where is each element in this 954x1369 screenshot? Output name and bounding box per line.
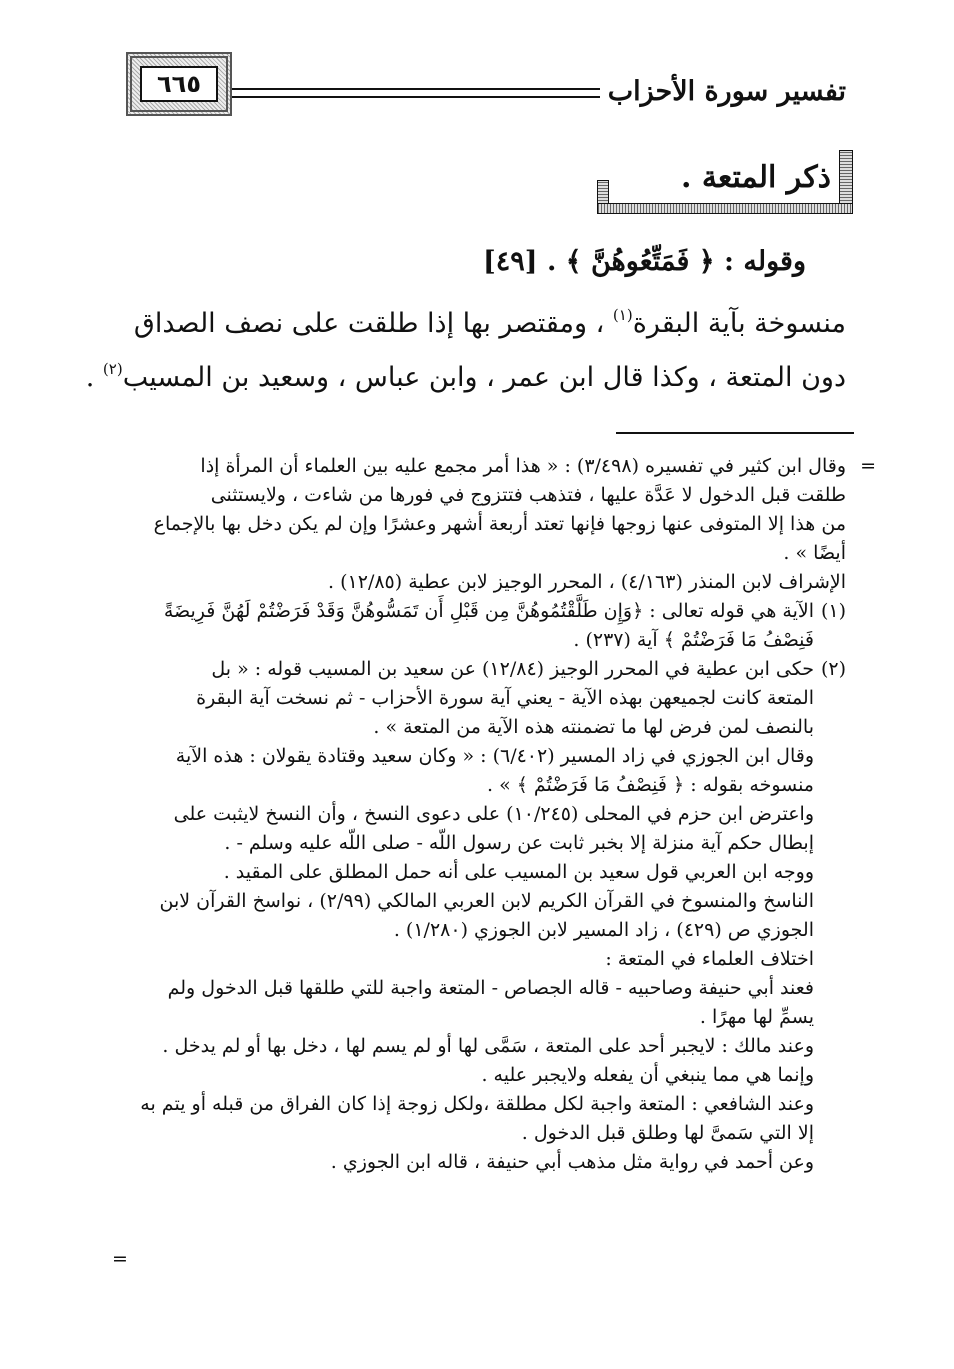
footnote-line: ووجه ابن العربي قول سعيد بن المسيب على أنه حمل المطلق على المقيد . <box>223 861 814 883</box>
body-text: منسوخة بآية البقرة <box>632 308 846 339</box>
section-heading: ذكر المتعة . <box>681 160 831 195</box>
footnote-line: بالنصف لمن فرض لها ما تضمنته هذه الآية من المتعة » . <box>373 716 814 738</box>
footnote-ref-2: (٢) <box>102 360 123 378</box>
body-line-2 <box>86 360 846 393</box>
body-text: دون المتعة ، وكذا قال ابن عمر ، وابن عباس ، وسعيد بن المسيب <box>122 362 846 393</box>
footnote-number: (٢) <box>820 658 846 680</box>
footnotes <box>106 452 876 1177</box>
header-rule <box>232 88 600 98</box>
footnote-separator <box>616 432 854 434</box>
footnote-line: منسوخه بقوله : ﴿ فَنِصْفُ مَا فَرَضْتُمْ ﴾ » . <box>487 774 814 796</box>
footnote-line: يسمِّ لها مهرًا . <box>699 1006 814 1028</box>
footnote-ref-1: (١) <box>612 306 633 324</box>
body-text: . <box>85 362 103 393</box>
verse-citation: وقوله : ﴿ فَمَتِّعُوهُنَّ ﴾ . [٤٩] <box>482 246 806 277</box>
continuation-marker: = <box>112 1248 128 1270</box>
footnote-line: الناسخ والمنسوخ في القرآن الكريم لابن العربي المالكي (٢/٩٩) ، نواسخ القرآن لابن <box>159 890 814 912</box>
footnote-line: اختلاف العلماء في المتعة : <box>605 948 814 970</box>
continuation-marker: = <box>860 455 876 477</box>
page-number-frame <box>126 52 232 116</box>
footnote-line: وقال ابن الجوزي في زاد المسير (٦/٤٠٢) : « وكان سعيد وقتادة يقولان : هذه الآية <box>175 745 814 767</box>
footnote-line: = وقال ابن كثير في تفسيره (٣/٤٩٨) : « هذا أمر مجمع عليه بين العلماء أن المرأة إذا <box>106 452 846 481</box>
footnote-line: وعند مالك : لايجبر أحد على المتعة ، سَمَّى لها أو لم يسم لها ، دخل بها أو لم يدخل . <box>162 1035 814 1057</box>
footnote-line: من هذا إلا المتوفى عنها زوجها فإنها تعتد أربعة أشهر وعشرًا وإن لم يكن دخل بها بالإجماع <box>153 513 846 535</box>
page-number-box <box>140 66 218 102</box>
heading-frame-bottom <box>597 203 853 214</box>
footnote-number: (١) <box>820 600 846 622</box>
footnote-line: إلا التي سَمىَّ لها وطلق قبل الدخول . <box>521 1122 814 1144</box>
footnote-line: واعترض ابن حزم في المحلى (١٠/٢٤٥) على دعوى النسخ ، وأن النسخ لايثبت على <box>173 803 814 825</box>
footnote-line: فعند أبي حنيفة وصاحبيه - قاله الجصاص - المتعة واجبة للتي طلقها قبل الدخول ولم <box>167 977 814 999</box>
footnote-line: الإشراف لابن المنذر (٤/١٦٣) ، المحرر الوجيز لابن عطية (١٢/٨٥) . <box>328 571 846 593</box>
body-line-1 <box>134 306 846 339</box>
running-title: تفسير سورة الأحزاب <box>607 76 846 107</box>
footnote-line: وعن أحمد في رواية مثل مذهب أبي حنيفة ، قاله ابن الجوزي . <box>330 1151 814 1173</box>
section-heading-box <box>597 150 853 214</box>
footnote-line: وإنما هي مما ينبغي أن يفعله ولايجبر عليه . <box>481 1064 814 1086</box>
footnote-line: وعند الشافعي : المتعة واجبة لكل مطلقة ،ولكل زوجة إذا كان الفراق من قبله أو يتم به <box>140 1093 814 1115</box>
footnote-line: أيضًا » . <box>783 542 846 564</box>
footnote-2: (٢) حكى ابن عطية في المحرر الوجيز (١٢/٨٤) عن سعيد بن المسيب قوله : « بل <box>106 655 846 684</box>
footnote-line: إبطال حكم آية منزلة إلا بخبر ثابت عن رسول اللّه - صلى اللّه عليه وسلم - . <box>224 832 814 854</box>
footnote-line: فَنِصْفُ مَا فَرَضْتُمْ ﴾ آية (٢٣٧) . <box>573 629 814 651</box>
footnote-line: الجوزي ص (٤٢٩) ، زاد المسير لابن الجوزي (١/٢٨٠) . <box>393 919 814 941</box>
footnote-1: (١) الآية هي قوله تعالى : ﴿وَإِن طَلَّقْتُمُوهُنَّ مِن قَبْلِ أَن تَمَسُّوهُنَّ وَقَدْ فَرَضْتُمْ لَهُنَّ فَرِيضَةً <box>106 597 846 626</box>
page-number: ٦٦٥ <box>157 70 201 98</box>
footnote-line: المتعة كانت لجميعهن بهذه الآية - يعني آية سورة الأحزاب - ثم نسخت آية البقرة <box>196 687 814 709</box>
footnote-line: طلقت قبل الدخول لا عَدَّة عليها ، فتذهب فتتزوج في فورها من شاءت ، ولايستثنى <box>210 484 846 506</box>
body-text: ، ومقتصر بها إذا طلقت على نصف الصداق <box>133 308 613 339</box>
